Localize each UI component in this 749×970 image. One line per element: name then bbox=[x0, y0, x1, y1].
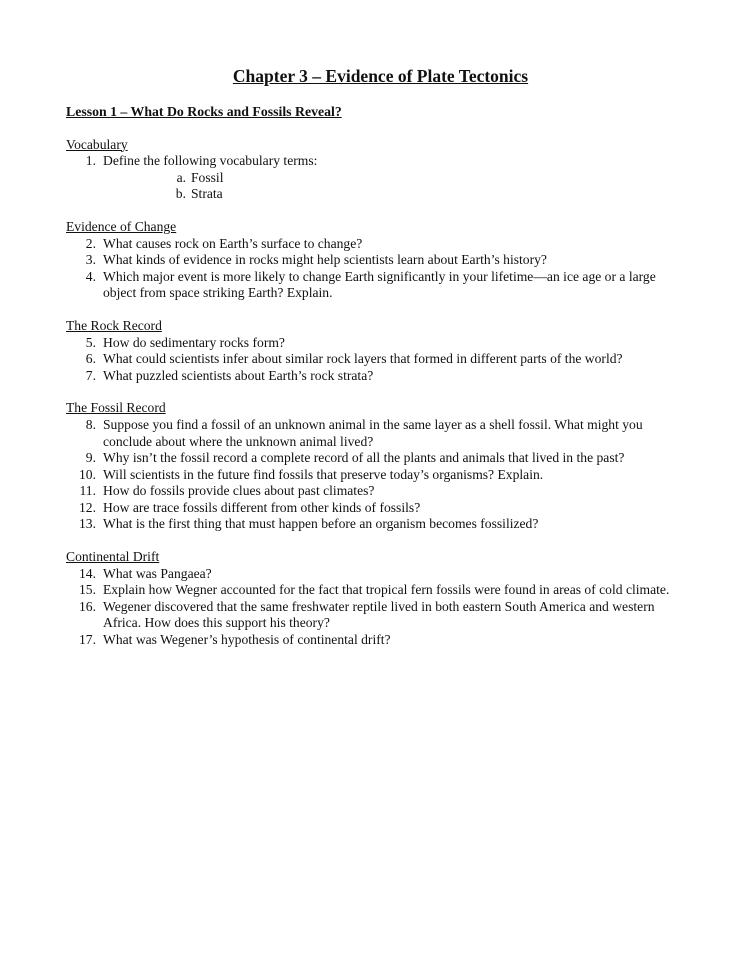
question-number: 15. bbox=[79, 582, 96, 598]
question-text: Define the following vocabulary terms: bbox=[103, 153, 318, 169]
question-number: 2. bbox=[85, 235, 96, 251]
section-heading: Continental Drift bbox=[66, 549, 160, 565]
question-text: What was Pangaea? bbox=[103, 565, 212, 581]
vocab-term-text: Strata bbox=[191, 186, 223, 202]
question-number: 5. bbox=[85, 334, 96, 350]
question-text-wrap bbox=[103, 153, 686, 203]
question-list bbox=[66, 335, 686, 385]
question-text: Which major event is more likely to change Earth significantly in your lifetime—an ice age or a large object from space striking Earth? Explain. bbox=[103, 268, 656, 301]
question-number: 7. bbox=[85, 367, 96, 383]
question-number: 17. bbox=[79, 632, 96, 648]
question-text: What could scientists infer about similar rock layers that formed in different parts of the world? bbox=[103, 351, 623, 367]
section-continental-drift bbox=[66, 549, 686, 649]
question-text: What kinds of evidence in rocks might help scientists learn about Earth’s history? bbox=[103, 252, 547, 268]
vocab-term bbox=[103, 186, 686, 203]
question-item bbox=[66, 632, 686, 649]
question-list bbox=[66, 417, 686, 533]
question-text: What is the first thing that must happen before an organism becomes fossilized? bbox=[103, 516, 539, 532]
question-list bbox=[66, 236, 686, 302]
section-heading: Evidence of Change bbox=[66, 218, 177, 234]
question-item bbox=[66, 582, 686, 599]
question-item bbox=[66, 335, 686, 352]
question-text: How are trace fossils different from other kinds of fossils? bbox=[103, 499, 421, 515]
question-text: What causes rock on Earth’s surface to change? bbox=[103, 235, 363, 251]
question-number: 13. bbox=[79, 516, 96, 532]
question-number: 4. bbox=[85, 268, 96, 284]
question-item bbox=[66, 516, 686, 533]
question-text: Why isn’t the fossil record a complete record of all the plants and animals that lived in the past? bbox=[103, 450, 625, 466]
question-number: 14. bbox=[79, 565, 96, 581]
section-heading: The Fossil Record bbox=[66, 400, 166, 416]
section-heading: The Rock Record bbox=[66, 317, 162, 333]
question-list bbox=[66, 566, 686, 649]
question-list bbox=[66, 153, 686, 203]
page-title: Chapter 3 – Evidence of Plate Tectonics bbox=[232, 66, 529, 86]
question-number: 3. bbox=[85, 252, 96, 268]
question-item bbox=[66, 566, 686, 583]
question-text: What puzzled scientists about Earth’s rock strata? bbox=[103, 367, 374, 383]
question-item bbox=[66, 450, 686, 467]
question-number: 16. bbox=[79, 598, 96, 614]
question-text: How do sedimentary rocks form? bbox=[103, 334, 285, 350]
question-item bbox=[66, 417, 686, 450]
section-fossil-record bbox=[66, 400, 686, 533]
vocab-term-letter: a. bbox=[176, 169, 186, 185]
vocab-term-list bbox=[103, 170, 686, 203]
question-item bbox=[66, 351, 686, 368]
vocab-term-text: Fossil bbox=[191, 169, 224, 185]
vocab-term bbox=[103, 170, 686, 187]
question-item bbox=[66, 252, 686, 269]
section-evidence-of-change bbox=[66, 219, 686, 302]
question-text: What was Wegener’s hypothesis of continental drift? bbox=[103, 632, 391, 648]
question-number: 12. bbox=[79, 499, 96, 515]
question-number: 11. bbox=[79, 483, 96, 499]
lesson-heading: Lesson 1 – What Do Rocks and Fossils Reveal? bbox=[66, 104, 342, 119]
question-item bbox=[66, 368, 686, 385]
section-heading: Vocabulary bbox=[66, 136, 128, 152]
question-text: How do fossils provide clues about past climates? bbox=[103, 483, 375, 499]
worksheet-page bbox=[66, 66, 686, 665]
question-text: Will scientists in the future find fossils that preserve today’s organisms? Explain. bbox=[103, 466, 544, 482]
question-item bbox=[66, 500, 686, 517]
question-number: 10. bbox=[79, 466, 96, 482]
question-item bbox=[66, 467, 686, 484]
question-item bbox=[66, 599, 686, 632]
question-item bbox=[66, 269, 686, 302]
question-number: 1. bbox=[85, 153, 96, 169]
question-text: Suppose you find a fossil of an unknown animal in the same layer as a shell fossil. What might you conclude about where the unknown animal lived? bbox=[103, 416, 643, 449]
question-number: 9. bbox=[85, 450, 96, 466]
section-vocabulary bbox=[66, 137, 686, 203]
vocab-term-letter: b. bbox=[175, 186, 186, 202]
question-text: Explain how Wegner accounted for the fact that tropical fern fossils were found in areas of cold climate. bbox=[103, 582, 670, 598]
question-number: 8. bbox=[85, 416, 96, 432]
question-text: Wegener discovered that the same freshwater reptile lived in both eastern South America and western Africa. How does this support his theory? bbox=[103, 598, 655, 631]
question-item bbox=[66, 236, 686, 253]
section-rock-record bbox=[66, 318, 686, 384]
question-number: 6. bbox=[85, 351, 96, 367]
question-item bbox=[66, 483, 686, 500]
question-item bbox=[66, 153, 686, 203]
